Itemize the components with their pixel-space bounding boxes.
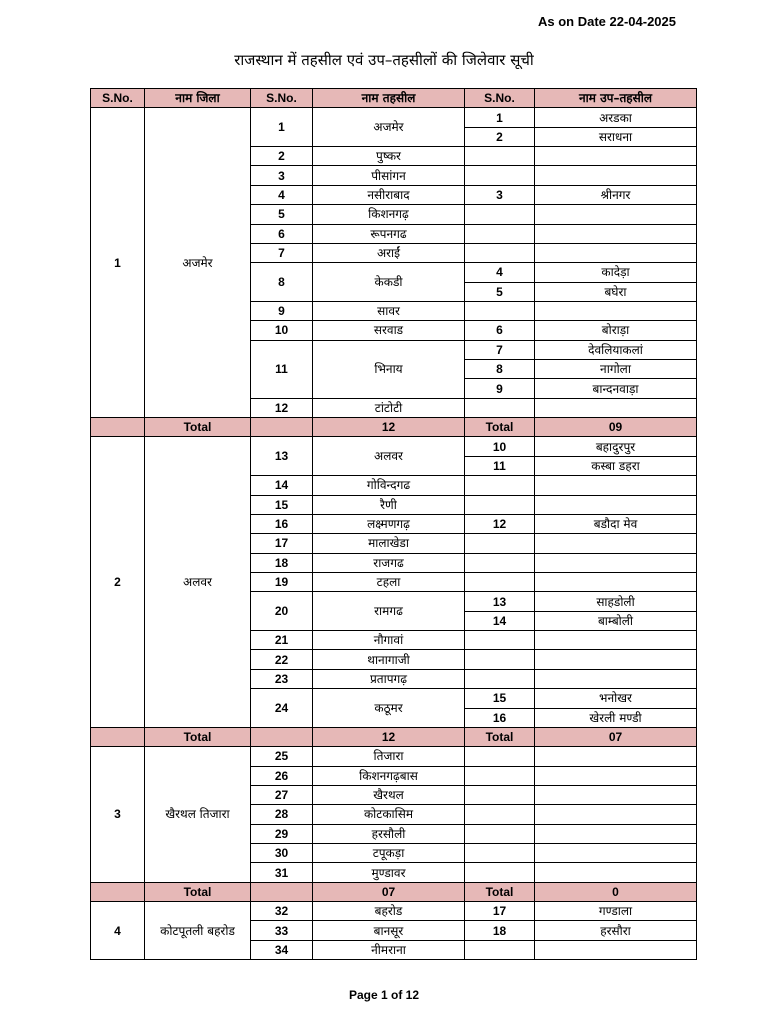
district-name: अजमेर xyxy=(145,108,251,418)
district-sno: 4 xyxy=(91,902,145,960)
subtehsil-name-empty xyxy=(535,205,697,224)
subtehsil-name-empty xyxy=(535,147,697,166)
district-name: कोटपूतली बहरोड xyxy=(145,902,251,960)
subtehsil-sno: 14 xyxy=(465,611,535,630)
tehsil-sno: 2 xyxy=(251,147,313,166)
subtehsil-name-empty xyxy=(535,243,697,262)
total-label: Total xyxy=(145,727,251,746)
tehsil-name: केकडी xyxy=(313,263,465,302)
subtehsil-sno-empty xyxy=(465,669,535,688)
subtehsil-name: बोराड़ा xyxy=(535,321,697,340)
tehsil-sno: 19 xyxy=(251,572,313,591)
subtehsil-name-empty xyxy=(535,553,697,572)
subtehsil-name-empty xyxy=(535,534,697,553)
tehsil-name: अजमेर xyxy=(313,108,465,147)
header-tehsil-sno: S.No. xyxy=(251,89,313,108)
subtehsil-name-empty xyxy=(535,747,697,766)
tehsil-name: हरसौली xyxy=(313,824,465,843)
tehsil-name: अलवर xyxy=(313,437,465,476)
subtehsil-sno-empty xyxy=(465,147,535,166)
subtehsil-name-empty xyxy=(535,572,697,591)
tehsil-sno: 10 xyxy=(251,321,313,340)
total-blank xyxy=(91,727,145,746)
subtehsil-name: बहादुरपुर xyxy=(535,437,697,456)
subtehsil-sno: 10 xyxy=(465,437,535,456)
tehsil-sno: 4 xyxy=(251,185,313,204)
total-row xyxy=(91,727,697,746)
subtehsil-sno: 3 xyxy=(465,185,535,204)
page-number: Page 1 of 12 xyxy=(348,988,420,1002)
tehsil-sno: 25 xyxy=(251,747,313,766)
tehsil-sno: 5 xyxy=(251,205,313,224)
total-row xyxy=(91,418,697,437)
district-name: अलवर xyxy=(145,437,251,727)
total-subtehsil-count: 07 xyxy=(535,727,697,746)
tehsil-sno: 11 xyxy=(251,340,313,398)
subtehsil-sno-empty xyxy=(465,766,535,785)
tehsil-sno: 22 xyxy=(251,650,313,669)
subtehsil-sno-empty xyxy=(465,785,535,804)
subtehsil-name: बघेरा xyxy=(535,282,697,301)
header-subtehsil-name: नाम उप–तहसील xyxy=(535,89,697,108)
subtehsil-sno: 17 xyxy=(465,902,535,921)
total-subtehsil-count: 09 xyxy=(535,418,697,437)
subtehsil-name: कस्बा डहरा xyxy=(535,456,697,475)
district-name: खैरथल तिजारा xyxy=(145,747,251,883)
total-sub-label: Total xyxy=(465,727,535,746)
subtehsil-name: साहडोली xyxy=(535,592,697,611)
as-on-date: As on Date 22-04-2025 xyxy=(537,14,676,29)
subtehsil-sno: 9 xyxy=(465,379,535,398)
tehsil-name: गोविन्दगढ xyxy=(313,476,465,495)
tehsil-sno: 30 xyxy=(251,844,313,863)
tehsil-name: किशनगढ़ xyxy=(313,205,465,224)
subtehsil-sno-empty xyxy=(465,301,535,320)
subtehsil-name-empty xyxy=(535,844,697,863)
tehsil-name: रूपनगढ xyxy=(313,224,465,243)
tehsil-name: रामगढ xyxy=(313,592,465,631)
total-sub-label: Total xyxy=(465,418,535,437)
tehsil-sno: 1 xyxy=(251,108,313,147)
subtehsil-sno: 12 xyxy=(465,514,535,533)
table-row xyxy=(91,747,697,766)
subtehsil-sno-empty xyxy=(465,631,535,650)
total-blank xyxy=(251,727,313,746)
tehsil-sno: 21 xyxy=(251,631,313,650)
tehsil-name: नौगावां xyxy=(313,631,465,650)
header-tehsil-name: नाम तहसील xyxy=(313,89,465,108)
header-subtehsil-sno: S.No. xyxy=(465,89,535,108)
tehsil-sno: 7 xyxy=(251,243,313,262)
tehsil-sno: 13 xyxy=(251,437,313,476)
total-sub-label: Total xyxy=(465,882,535,901)
tehsil-name: तिजारा xyxy=(313,747,465,766)
tehsil-sno: 34 xyxy=(251,940,313,959)
subtehsil-sno: 1 xyxy=(465,108,535,127)
subtehsil-sno: 13 xyxy=(465,592,535,611)
subtehsil-name: अरडका xyxy=(535,108,697,127)
total-row xyxy=(91,882,697,901)
tehsil-sno: 32 xyxy=(251,902,313,921)
subtehsil-sno: 2 xyxy=(465,127,535,146)
tehsil-name: पीसांगन xyxy=(313,166,465,185)
subtehsil-name-empty xyxy=(535,669,697,688)
subtehsil-sno-empty xyxy=(465,205,535,224)
subtehsil-sno-empty xyxy=(465,534,535,553)
subtehsil-sno: 4 xyxy=(465,263,535,282)
subtehsil-sno-empty xyxy=(465,650,535,669)
tehsil-sno: 3 xyxy=(251,166,313,185)
subtehsil-sno: 8 xyxy=(465,360,535,379)
district-sno: 1 xyxy=(91,108,145,418)
total-blank xyxy=(91,882,145,901)
subtehsil-name-empty xyxy=(535,940,697,959)
table-row xyxy=(91,902,697,921)
tehsil-name: राजगढ xyxy=(313,553,465,572)
tehsil-sno: 24 xyxy=(251,689,313,728)
tehsil-name: लक्ष्मणगढ़ xyxy=(313,514,465,533)
subtehsil-name: सराधना xyxy=(535,127,697,146)
header-row xyxy=(91,89,697,108)
header-district-name: नाम जिला xyxy=(145,89,251,108)
document-title: राजस्थान में तहसील एवं उप–तहसीलों की जिलेवार सूची xyxy=(234,51,534,69)
table-row xyxy=(91,108,697,127)
total-tehsil-count: 12 xyxy=(313,727,465,746)
tehsil-sno: 17 xyxy=(251,534,313,553)
subtehsil-sno-empty xyxy=(465,224,535,243)
tehsil-sno: 9 xyxy=(251,301,313,320)
subtehsil-name-empty xyxy=(535,224,697,243)
tehsil-name: रैणी xyxy=(313,495,465,514)
subtehsil-sno: 11 xyxy=(465,456,535,475)
total-label: Total xyxy=(145,882,251,901)
subtehsil-name: भनोखर xyxy=(535,689,697,708)
tehsil-name: टांटोटी xyxy=(313,398,465,417)
tehsil-sno: 16 xyxy=(251,514,313,533)
tehsil-sno: 18 xyxy=(251,553,313,572)
tehsil-sno: 29 xyxy=(251,824,313,843)
tehsil-name: अराईं xyxy=(313,243,465,262)
tehsil-sno: 12 xyxy=(251,398,313,417)
total-tehsil-count: 12 xyxy=(313,418,465,437)
total-label: Total xyxy=(145,418,251,437)
total-tehsil-count: 07 xyxy=(313,882,465,901)
subtehsil-name-empty xyxy=(535,398,697,417)
subtehsil-name: नागोला xyxy=(535,360,697,379)
tehsil-name: नीमराना xyxy=(313,940,465,959)
total-blank xyxy=(91,418,145,437)
tehsil-sno: 15 xyxy=(251,495,313,514)
subtehsil-sno-empty xyxy=(465,553,535,572)
subtehsil-name: बाम्बोली xyxy=(535,611,697,630)
tehsil-sno: 26 xyxy=(251,766,313,785)
tehsil-sno: 23 xyxy=(251,669,313,688)
tehsil-name: कोटकासिम xyxy=(313,805,465,824)
tehsil-name: कठूमर xyxy=(313,689,465,728)
subtehsil-sno-empty xyxy=(465,572,535,591)
subtehsil-sno-empty xyxy=(465,747,535,766)
tehsil-name: बानसूर xyxy=(313,921,465,940)
tehsil-sno: 33 xyxy=(251,921,313,940)
district-sno: 2 xyxy=(91,437,145,727)
tehsil-sno: 31 xyxy=(251,863,313,882)
subtehsil-sno: 15 xyxy=(465,689,535,708)
tehsil-sno: 28 xyxy=(251,805,313,824)
subtehsil-name: बान्दनवाड़ा xyxy=(535,379,697,398)
subtehsil-sno-empty xyxy=(465,476,535,495)
subtehsil-sno: 5 xyxy=(465,282,535,301)
subtehsil-name: कादेड़ा xyxy=(535,263,697,282)
subtehsil-sno: 7 xyxy=(465,340,535,359)
table-row xyxy=(91,437,697,456)
header-district-sno: S.No. xyxy=(91,89,145,108)
tehsil-name: टहला xyxy=(313,572,465,591)
subtehsil-sno-empty xyxy=(465,166,535,185)
tehsil-name: खैरथल xyxy=(313,785,465,804)
subtehsil-name: गण्डाला xyxy=(535,902,697,921)
subtehsil-name: देवलियाकलां xyxy=(535,340,697,359)
subtehsil-name: श्रीनगर xyxy=(535,185,697,204)
tehsil-name: टपूकड़ा xyxy=(313,844,465,863)
tehsil-sno: 8 xyxy=(251,263,313,302)
subtehsil-sno-empty xyxy=(465,495,535,514)
tehsil-name: मुण्डावर xyxy=(313,863,465,882)
subtehsil-name-empty xyxy=(535,863,697,882)
district-sno: 3 xyxy=(91,747,145,883)
tehsil-name: सरवाड xyxy=(313,321,465,340)
tehsil-name: पुष्कर xyxy=(313,147,465,166)
tehsil-name: थानागाजी xyxy=(313,650,465,669)
tehsil-sno: 20 xyxy=(251,592,313,631)
subtehsil-name: बडौदा मेव xyxy=(535,514,697,533)
tehsil-name: किशनगढ़बास xyxy=(313,766,465,785)
subtehsil-name-empty xyxy=(535,301,697,320)
subtehsil-sno-empty xyxy=(465,844,535,863)
subtehsil-sno-empty xyxy=(465,398,535,417)
tehsil-name: मालाखेडा xyxy=(313,534,465,553)
total-subtehsil-count: 0 xyxy=(535,882,697,901)
subtehsil-name-empty xyxy=(535,766,697,785)
subtehsil-sno: 16 xyxy=(465,708,535,727)
tehsil-name: भिनाय xyxy=(313,340,465,398)
subtehsil-name-empty xyxy=(535,631,697,650)
tehsil-sno: 6 xyxy=(251,224,313,243)
tehsil-sno: 14 xyxy=(251,476,313,495)
tehsil-name: नसीराबाद xyxy=(313,185,465,204)
subtehsil-name-empty xyxy=(535,785,697,804)
subtehsil-sno-empty xyxy=(465,824,535,843)
tehsil-sno: 27 xyxy=(251,785,313,804)
subtehsil-name: हरसौरा xyxy=(535,921,697,940)
subtehsil-sno: 6 xyxy=(465,321,535,340)
subtehsil-name-empty xyxy=(535,166,697,185)
subtehsil-sno-empty xyxy=(465,863,535,882)
tehsil-table xyxy=(90,88,697,960)
subtehsil-sno-empty xyxy=(465,940,535,959)
subtehsil-sno-empty xyxy=(465,805,535,824)
subtehsil-name-empty xyxy=(535,495,697,514)
subtehsil-name-empty xyxy=(535,650,697,669)
tehsil-name: प्रतापगढ़ xyxy=(313,669,465,688)
tehsil-name: सावर xyxy=(313,301,465,320)
subtehsil-name-empty xyxy=(535,476,697,495)
subtehsil-name-empty xyxy=(535,805,697,824)
subtehsil-sno: 18 xyxy=(465,921,535,940)
subtehsil-name: खेरली मण्डी xyxy=(535,708,697,727)
tehsil-name: बहरोड xyxy=(313,902,465,921)
subtehsil-name-empty xyxy=(535,824,697,843)
total-blank xyxy=(251,418,313,437)
subtehsil-sno-empty xyxy=(465,243,535,262)
total-blank xyxy=(251,882,313,901)
